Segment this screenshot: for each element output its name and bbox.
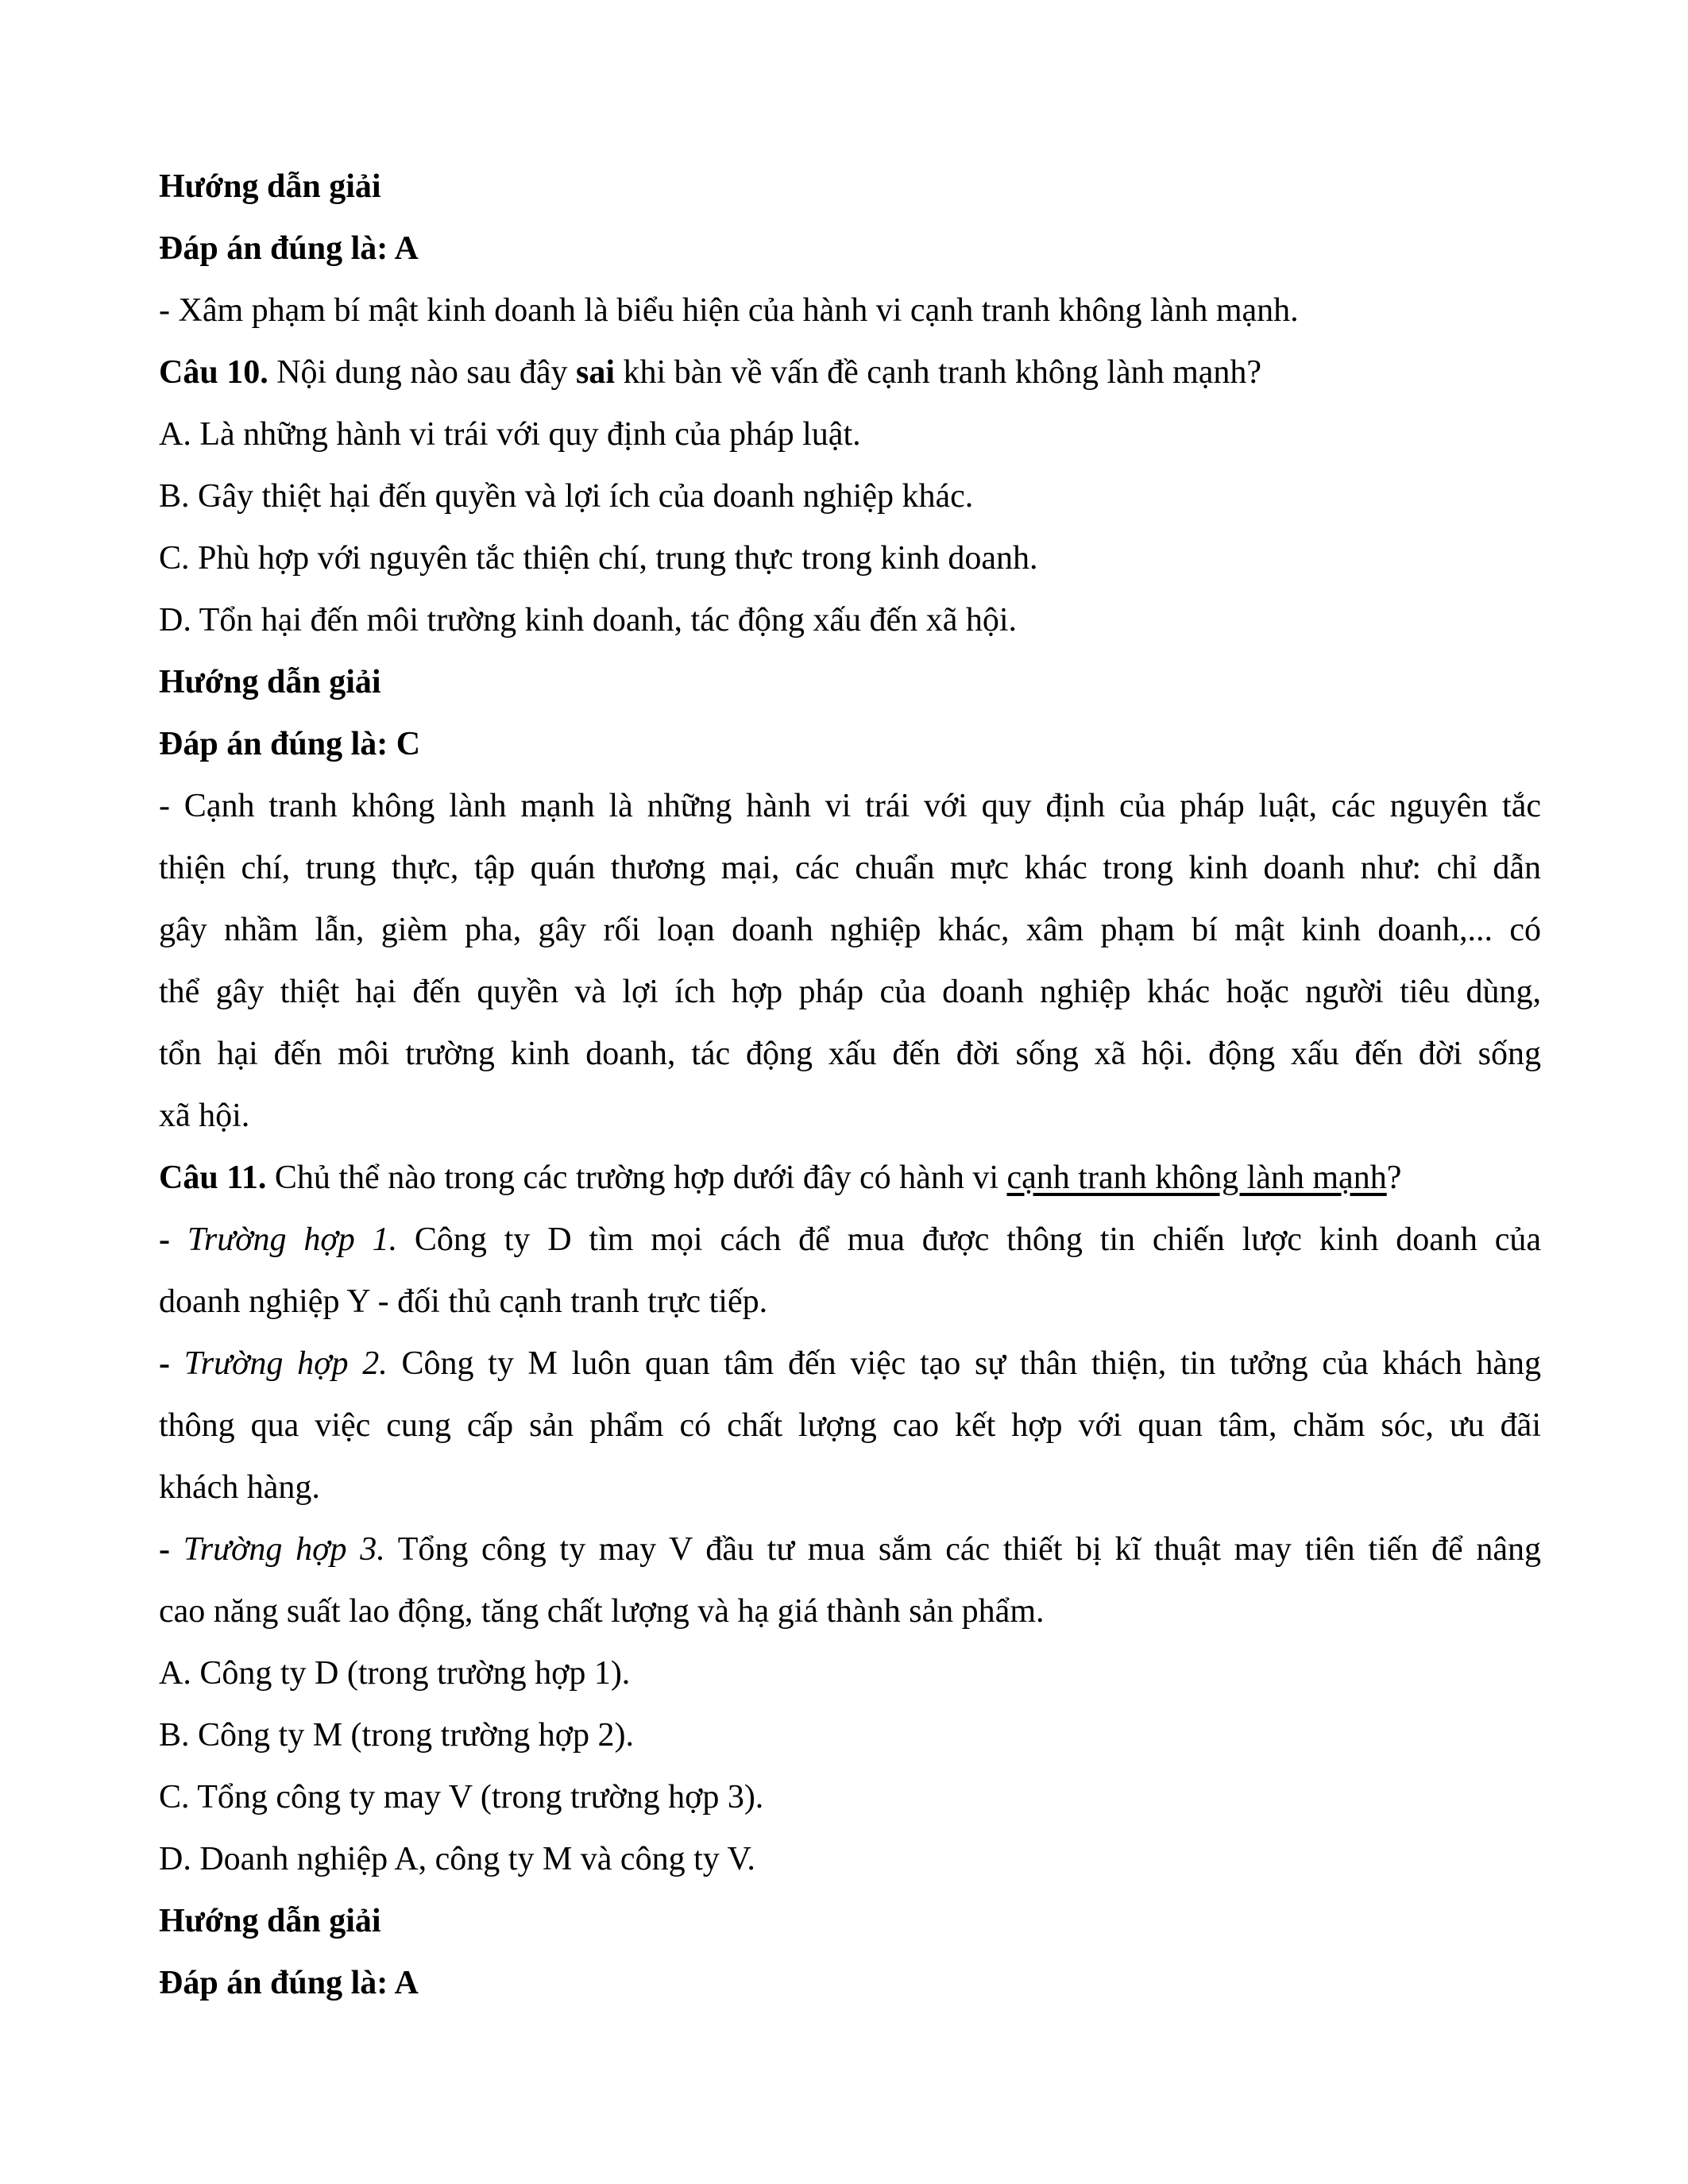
case-text: Công ty D tìm mọi cách để mua được thông tin chiến lược kinh doanh của (397, 1221, 1541, 1258)
question-number: Câu 11. (159, 1160, 267, 1196)
case-dash: - (159, 1531, 183, 1568)
document-page (159, 156, 1541, 2014)
explanation-line: thiện chí, trung thực, tập quán thương mại, các chuẩn mực khác trong kinh doanh như: chỉ dẫn (159, 850, 1541, 886)
case-dash: - (159, 1221, 187, 1258)
explanation-line: xã hội. (159, 1098, 250, 1134)
guide-heading: Hướng dẫn giải (159, 664, 381, 700)
case-1-line (159, 1209, 1541, 1271)
explanation-text: - Xâm phạm bí mật kinh doanh là biểu hiện của hành vi cạnh tranh không lành mạnh. (159, 292, 1299, 329)
question-number: Câu 10. (159, 354, 268, 391)
case-label: Trường hợp 1. (187, 1221, 398, 1258)
option-c: C. Tổng công ty may V (trong trường hợp 3). (159, 1779, 764, 1815)
case-3-line: cao năng suất lao động, tăng chất lượng và hạ giá thành sản phẩm. (159, 1593, 1045, 1630)
answer-label: Đáp án đúng là: C (159, 726, 421, 762)
explanation-line: - Cạnh tranh không lành mạnh là những hành vi trái với quy định của pháp luật, các nguyên tắc (159, 788, 1541, 824)
case-2-line (159, 1333, 1541, 1395)
option-b: B. Công ty M (trong trường hợp 2). (159, 1717, 635, 1754)
case-dash: - (159, 1345, 184, 1382)
answer-label: Đáp án đúng là: A (159, 230, 419, 267)
question-keyword: sai (575, 354, 615, 391)
question-10-stem (159, 341, 1541, 403)
case-label: Trường hợp 3. (183, 1531, 385, 1568)
option-d: D. Tổn hại đến môi trường kinh doanh, tác động xấu đến xã hội. (159, 602, 1018, 639)
option-c: C. Phù hợp với nguyên tắc thiện chí, trung thực trong kinh doanh. (159, 540, 1038, 577)
question-text: Chủ thể nào trong các trường hợp dưới đây có hành vi (266, 1160, 1007, 1196)
case-3-line (159, 1518, 1541, 1580)
question-text: ? (1386, 1160, 1402, 1196)
option-a: A. Là những hành vi trái với quy định của pháp luật. (159, 416, 861, 453)
question-underlined-phrase: cạnh tranh không lành mạnh (1006, 1160, 1387, 1196)
guide-heading: Hướng dẫn giải (159, 168, 381, 205)
explanation-line: thể gây thiệt hại đến quyền và lợi ích hợp pháp của doanh nghiệp khác hoặc người tiêu dùng, (159, 974, 1541, 1010)
explanation-line: tổn hại đến môi trường kinh doanh, tác động xấu đến đời sống xã hội. động xấu đến đời sống (159, 1036, 1541, 1072)
case-text: Công ty M luôn quan tâm đến việc tạo sự thân thiện, tin tưởng của khách hàng (387, 1345, 1541, 1382)
question-11-stem (159, 1147, 1541, 1209)
guide-heading: Hướng dẫn giải (159, 1903, 381, 1939)
option-d: D. Doanh nghiệp A, công ty M và công ty V. (159, 1841, 755, 1877)
question-text: khi bàn về vấn đề cạnh tranh không lành mạnh? (615, 354, 1262, 391)
option-b: B. Gây thiệt hại đến quyền và lợi ích của doanh nghiệp khác. (159, 478, 974, 515)
case-text: Tổng công ty may V đầu tư mua sắm các thiết bị kĩ thuật may tiên tiến để nâng (384, 1531, 1541, 1568)
case-1-line: doanh nghiệp Y - đối thủ cạnh tranh trực tiếp. (159, 1283, 768, 1320)
explanation-line: gây nhầm lẫn, gièm pha, gây rối loạn doanh nghiệp khác, xâm phạm bí mật kinh doanh,... có (159, 912, 1541, 948)
case-label: Trường hợp 2. (183, 1345, 388, 1382)
case-2-line: thông qua việc cung cấp sản phẩm có chất lượng cao kết hợp với quan tâm, chăm sóc, ưu đãi (159, 1407, 1541, 1444)
case-2-line: khách hàng. (159, 1469, 320, 1506)
question-text: Nội dung nào sau đây (268, 354, 576, 391)
answer-label: Đáp án đúng là: A (159, 1965, 419, 2001)
option-a: A. Công ty D (trong trường hợp 1). (159, 1655, 631, 1692)
